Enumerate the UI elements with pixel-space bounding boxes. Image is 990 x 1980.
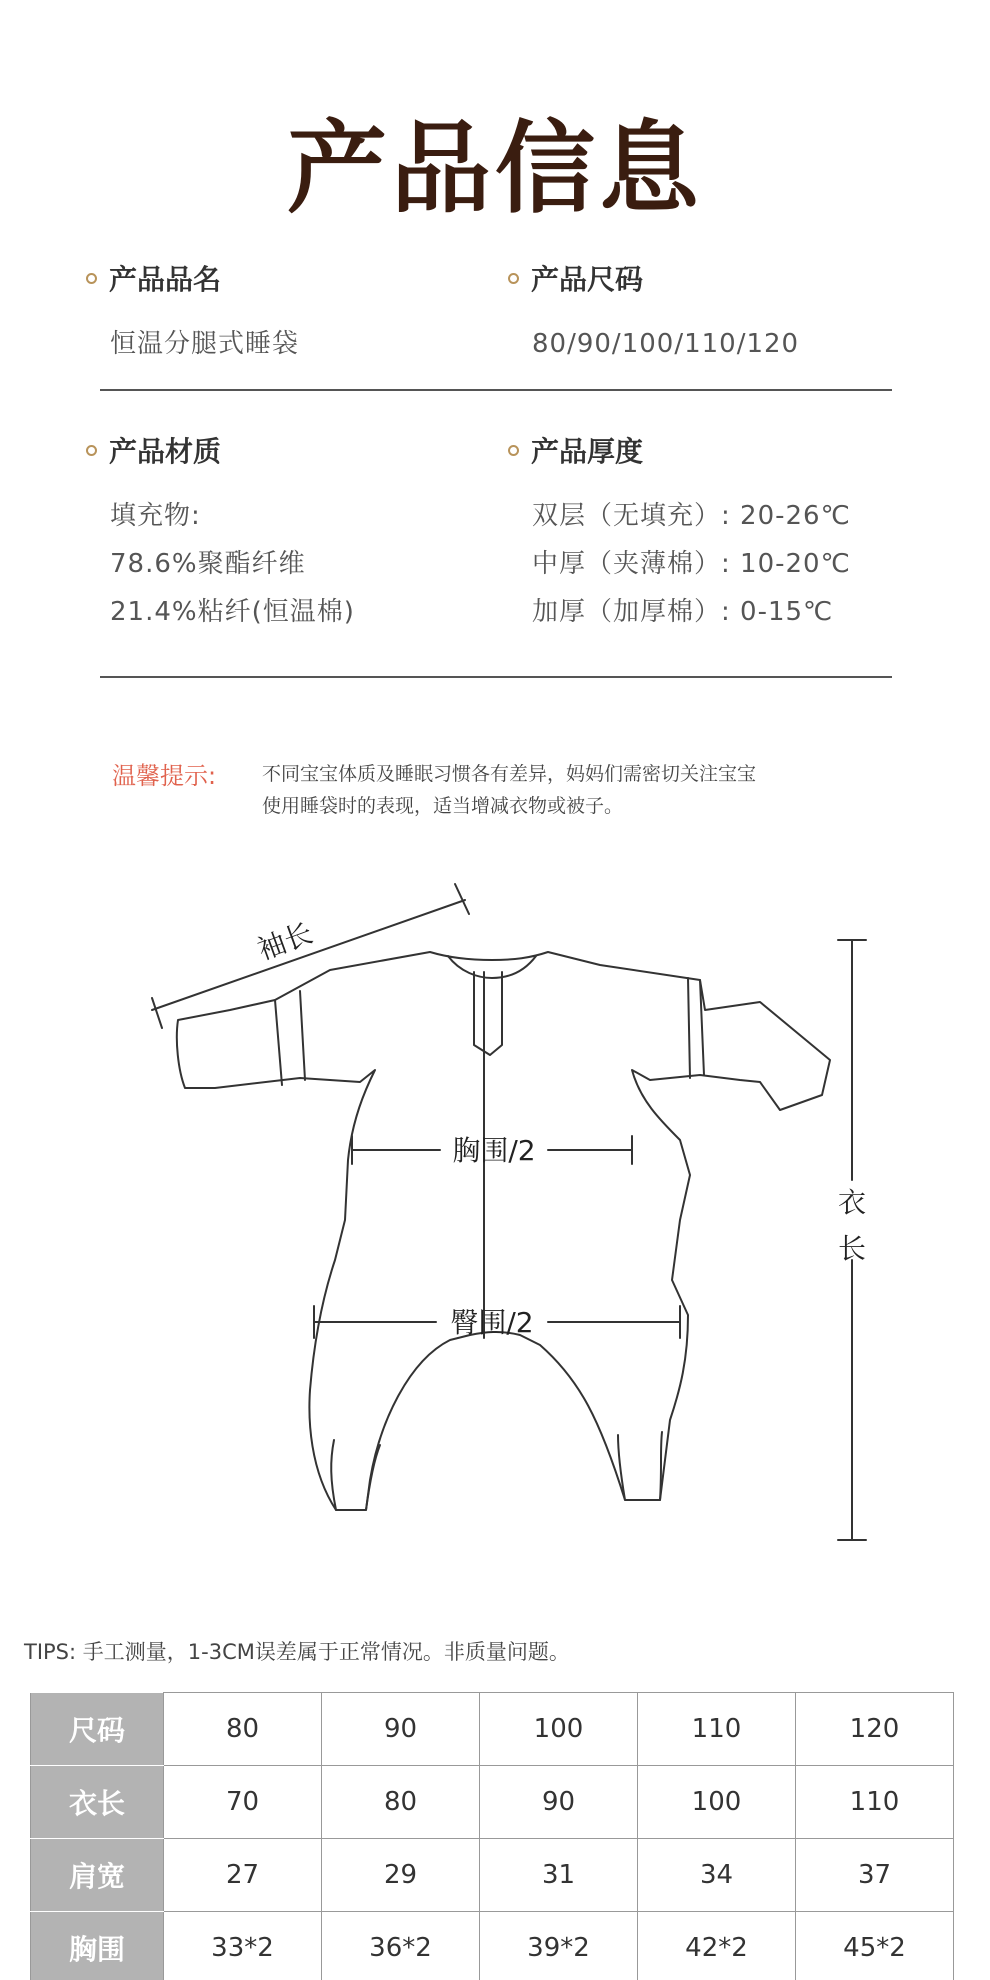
tip-text — [262, 758, 756, 822]
product-thickness-label: 产品厚度 — [531, 435, 644, 468]
product-material-block — [86, 430, 355, 636]
table-row — [31, 1766, 954, 1839]
table-cell: 70 — [164, 1766, 322, 1839]
size-table — [30, 1692, 954, 1980]
table-cell: 120 — [796, 1693, 954, 1766]
table-row — [31, 1839, 954, 1912]
tips-note: TIPS: 手工测量，1-3CM误差属于正常情况。非质量问题。 — [24, 1640, 570, 1664]
product-size-block — [508, 258, 799, 368]
table-cell: 37 — [796, 1839, 954, 1912]
bullet-dot-icon — [86, 445, 97, 456]
length-label-2: 长 — [837, 1232, 867, 1265]
sleeve-label: 袖长 — [253, 916, 318, 967]
page-title: 产品信息 — [287, 110, 703, 227]
bullet-dot-icon — [86, 273, 97, 284]
thickness-line: 中厚（夹薄棉）: 10-20℃ — [532, 549, 851, 579]
table-cell: 39*2 — [480, 1912, 638, 1980]
table-cell: 33*2 — [164, 1912, 322, 1980]
material-line: 填充物: — [110, 501, 201, 531]
product-size-label: 产品尺码 — [531, 263, 644, 296]
row-header: 尺码 — [31, 1693, 164, 1766]
thickness-line: 加厚（加厚棉）: 0-15℃ — [532, 597, 834, 627]
table-cell: 90 — [480, 1766, 638, 1839]
table-cell: 110 — [796, 1766, 954, 1839]
thickness-line: 双层（无填充）: 20-26℃ — [532, 501, 851, 531]
table-cell: 34 — [638, 1839, 796, 1912]
tip-line: 不同宝宝体质及睡眠习惯各有差异，妈妈们需密切关注宝宝 — [262, 763, 757, 785]
table-cell: 36*2 — [322, 1912, 480, 1980]
table-cell: 90 — [322, 1693, 480, 1766]
table-row — [31, 1912, 954, 1980]
table-cell: 45*2 — [796, 1912, 954, 1980]
table-cell: 42*2 — [638, 1912, 796, 1980]
product-name-value: 恒温分腿式睡袋 — [110, 329, 300, 359]
hip-label: 臀围/2 — [450, 1306, 534, 1339]
garment-outline — [177, 952, 830, 1510]
table-cell: 27 — [164, 1839, 322, 1912]
sleeping-bag-diagram — [0, 860, 990, 1560]
row-header: 衣长 — [31, 1766, 164, 1839]
table-row — [31, 1693, 954, 1766]
product-name-block — [86, 258, 299, 368]
material-line: 78.6%聚酯纤维 — [110, 549, 306, 579]
chest-label: 胸围/2 — [452, 1134, 536, 1167]
product-size-value: 80/90/100/110/120 — [532, 329, 800, 359]
sleeve-dimension-line — [152, 884, 469, 1028]
right-leg-band — [618, 1432, 662, 1500]
row-header: 胸围 — [31, 1912, 164, 1980]
table-cell: 100 — [638, 1766, 796, 1839]
table-cell: 29 — [322, 1839, 480, 1912]
bullet-dot-icon — [508, 445, 519, 456]
tip-label: 温馨提示: — [112, 762, 217, 790]
product-name-label: 产品品名 — [109, 263, 222, 296]
table-cell: 80 — [322, 1766, 480, 1839]
table-cell: 110 — [638, 1693, 796, 1766]
bullet-dot-icon — [508, 273, 519, 284]
divider — [100, 676, 892, 678]
product-material-label: 产品材质 — [109, 435, 222, 468]
material-line: 21.4%粘纤(恒温棉) — [110, 597, 355, 627]
length-label-1: 衣 — [837, 1186, 867, 1219]
zipper-flap — [474, 972, 502, 1055]
left-leg-band — [331, 1440, 380, 1510]
left-cuff — [275, 991, 305, 1085]
product-thickness-block — [508, 430, 851, 636]
table-cell: 80 — [164, 1693, 322, 1766]
table-cell: 100 — [480, 1693, 638, 1766]
tip-line: 使用睡袋时的表现，适当增减衣物或被子。 — [262, 795, 624, 817]
row-header: 肩宽 — [31, 1839, 164, 1912]
table-cell: 31 — [480, 1839, 638, 1912]
divider — [100, 389, 892, 391]
